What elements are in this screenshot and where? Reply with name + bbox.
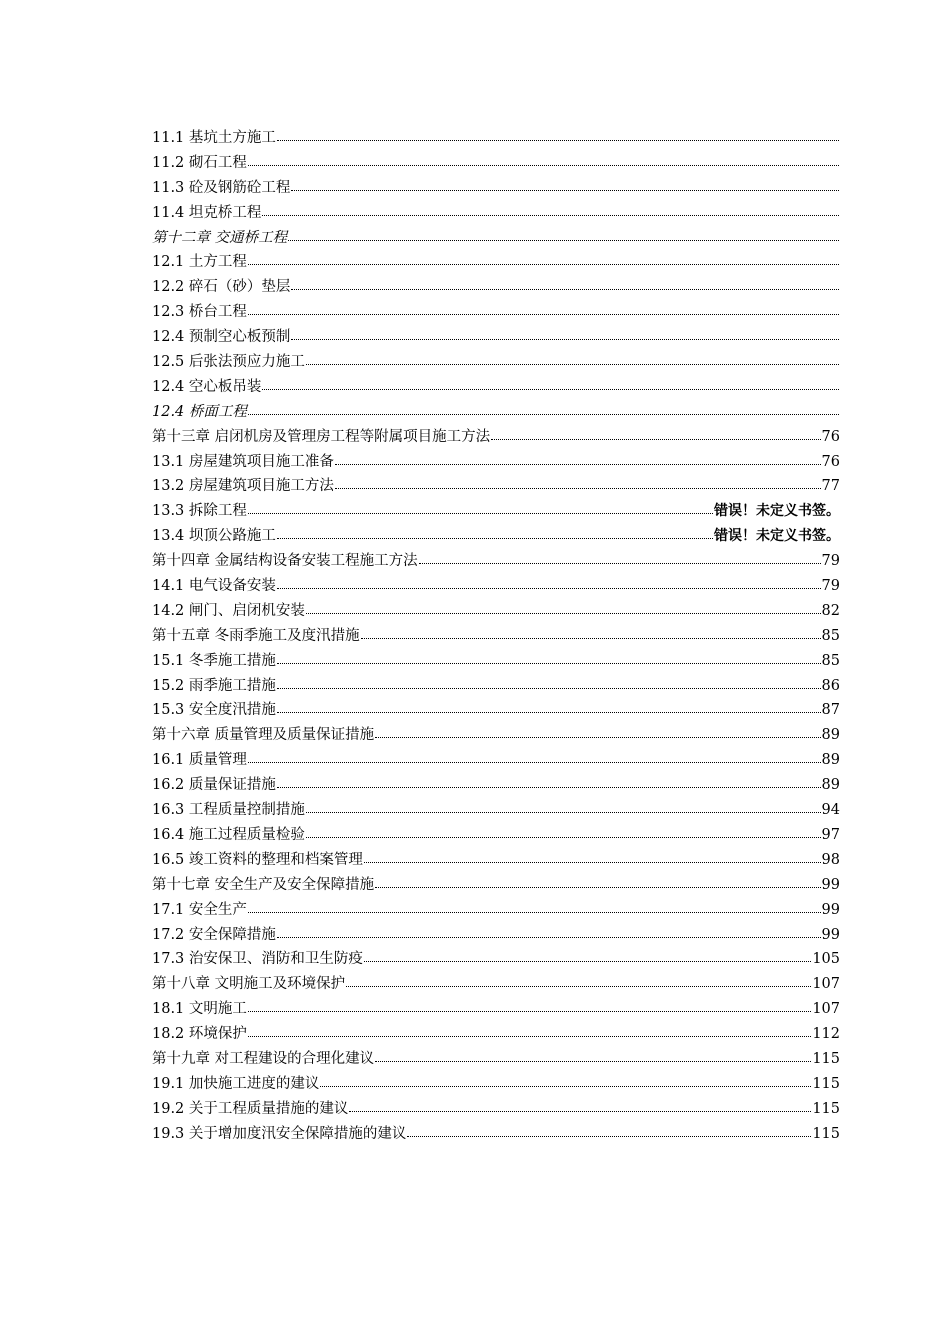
toc-entry-title: 16.3 工程质量控制措施 — [152, 802, 305, 819]
toc-dot-leader — [491, 438, 820, 440]
toc-dot-leader — [248, 164, 839, 166]
toc-dot-leader — [335, 487, 821, 489]
toc-entry[interactable] — [152, 1122, 840, 1147]
toc-dot-leader — [277, 587, 821, 589]
toc-entry-title: 12.4 预制空心板预制 — [152, 329, 291, 346]
toc-entry[interactable] — [152, 624, 840, 649]
toc-entry-page-number: 85 — [821, 627, 840, 644]
toc-entry-page-number: 97 — [821, 826, 840, 843]
toc-entry-page-number: 76 — [821, 453, 840, 470]
toc-dot-leader — [361, 637, 821, 639]
toc-entry-title: 11.3 砼及钢筋砼工程 — [152, 179, 291, 196]
toc-entry-page-number: 105 — [812, 951, 840, 968]
toc-entry[interactable] — [152, 275, 840, 300]
toc-dot-leader — [306, 363, 839, 365]
toc-dot-leader — [277, 139, 839, 141]
toc-entry-page-number: 94 — [821, 802, 840, 819]
toc-entry-page-number: 99 — [821, 901, 840, 918]
toc-entry-page-number: 115 — [812, 1075, 840, 1092]
toc-dot-leader — [419, 562, 821, 564]
toc-entry-title: 11.2 砌石工程 — [152, 154, 247, 171]
toc-dot-leader — [248, 1010, 811, 1012]
toc-entry[interactable] — [152, 947, 840, 972]
toc-dot-leader — [335, 463, 821, 465]
toc-entry[interactable] — [152, 599, 840, 624]
toc-entry-page-number: 89 — [821, 777, 840, 794]
toc-entry[interactable] — [152, 723, 840, 748]
toc-entry-title: 第十六章 质量管理及质量保证措施 — [152, 727, 375, 744]
toc-entry[interactable] — [152, 126, 840, 151]
toc-entry[interactable] — [152, 698, 840, 723]
toc-entry[interactable] — [152, 1047, 840, 1072]
toc-entry[interactable] — [152, 649, 840, 674]
toc-dot-leader — [291, 189, 839, 191]
toc-entry[interactable] — [152, 474, 840, 499]
toc-entry-page-number: 89 — [821, 752, 840, 769]
toc-entry-page-number: 89 — [821, 727, 840, 744]
toc-entry-title: 13.4 坝顶公路施工 — [152, 528, 276, 545]
toc-entry-title: 13.1 房屋建筑项目施工准备 — [152, 453, 334, 470]
toc-entry[interactable] — [152, 748, 840, 773]
toc-dot-leader — [248, 512, 713, 514]
toc-entry-page-number: 99 — [821, 926, 840, 943]
toc-entry-page-number: 98 — [821, 851, 840, 868]
toc-dot-leader — [262, 388, 839, 390]
toc-entry-title: 14.2 闸门、启闭机安装 — [152, 602, 305, 619]
toc-entry[interactable] — [152, 972, 840, 997]
toc-entry-title: 19.2 关于工程质量措施的建议 — [152, 1100, 349, 1117]
toc-entry[interactable] — [152, 1072, 840, 1097]
toc-entry[interactable] — [152, 400, 840, 425]
toc-entry[interactable] — [152, 773, 840, 798]
toc-entry-page-number: 115 — [812, 1100, 840, 1117]
toc-entry-title: 15.1 冬季施工措施 — [152, 652, 276, 669]
toc-dot-leader — [248, 911, 821, 913]
toc-entry-page-number: 79 — [821, 578, 840, 595]
toc-entry-title: 第十九章 对工程建设的合理化建议 — [152, 1050, 375, 1067]
toc-entry-title: 第十八章 文明施工及环境保护 — [152, 976, 346, 993]
toc-entry[interactable] — [152, 997, 840, 1022]
toc-dot-leader — [407, 1135, 811, 1137]
toc-entry-title: 17.2 安全保障措施 — [152, 926, 276, 943]
toc-dot-leader — [277, 537, 713, 539]
toc-dot-leader — [248, 761, 821, 763]
toc-entry[interactable] — [152, 798, 840, 823]
toc-entry[interactable] — [152, 300, 840, 325]
toc-entry[interactable] — [152, 574, 840, 599]
toc-entry[interactable] — [152, 425, 840, 450]
toc-entry-title: 12.5 后张法预应力施工 — [152, 354, 305, 371]
toc-entry[interactable] — [152, 823, 840, 848]
toc-entry-title: 15.2 雨季施工措施 — [152, 677, 276, 694]
toc-entry-page-number: 79 — [821, 553, 840, 570]
table-of-contents — [152, 126, 840, 1147]
toc-entry[interactable] — [152, 674, 840, 699]
toc-dot-leader — [375, 736, 820, 738]
toc-entry-title: 19.1 加快施工进度的建议 — [152, 1075, 320, 1092]
toc-entry[interactable] — [152, 450, 840, 475]
toc-entry-title: 12.1 土方工程 — [152, 254, 247, 271]
toc-dot-leader — [364, 960, 811, 962]
toc-entry-bookmark-error: 错误！未定义书签。 — [714, 503, 840, 520]
toc-dot-leader — [248, 313, 839, 315]
toc-entry[interactable] — [152, 1022, 840, 1047]
toc-entry-page-number: 115 — [812, 1050, 840, 1067]
toc-entry-title: 16.4 施工过程质量检验 — [152, 826, 305, 843]
toc-dot-leader — [306, 836, 821, 838]
toc-dot-leader — [262, 214, 839, 216]
toc-entry-page-number: 87 — [821, 702, 840, 719]
toc-entry-page-number: 85 — [821, 652, 840, 669]
toc-entry-title: 13.3 拆除工程 — [152, 503, 247, 520]
toc-entry-page-number: 99 — [821, 876, 840, 893]
toc-entry[interactable] — [152, 250, 840, 275]
toc-dot-leader — [364, 861, 821, 863]
toc-entry[interactable] — [152, 524, 840, 549]
toc-entry-page-number: 76 — [821, 428, 840, 445]
toc-dot-leader — [375, 886, 820, 888]
toc-entry-title: 第十四章 金属结构设备安装工程施工方法 — [152, 553, 418, 570]
toc-dot-leader — [291, 288, 839, 290]
toc-dot-leader — [277, 687, 821, 689]
toc-entry-title: 17.1 安全生产 — [152, 901, 247, 918]
toc-entry-title: 第十三章 启闭机房及管理房工程等附属项目施工方法 — [152, 428, 491, 445]
toc-entry[interactable] — [152, 151, 840, 176]
toc-entry-title: 13.2 房屋建筑项目施工方法 — [152, 478, 334, 495]
toc-entry[interactable] — [152, 848, 840, 873]
toc-entry-page-number: 115 — [812, 1125, 840, 1142]
toc-entry-page-number: 107 — [812, 976, 840, 993]
toc-entry-title: 第十二章 交通桥工程 — [152, 229, 288, 246]
toc-entry-page-number: 82 — [821, 602, 840, 619]
toc-entry-title: 12.3 桥台工程 — [152, 304, 247, 321]
toc-dot-leader — [306, 811, 821, 813]
toc-entry-title: 11.4 坦克桥工程 — [152, 204, 262, 221]
toc-entry[interactable] — [152, 375, 840, 400]
toc-dot-leader — [288, 239, 839, 241]
toc-entry-title: 19.3 关于增加度汛安全保障措施的建议 — [152, 1125, 407, 1142]
toc-entry[interactable] — [152, 549, 840, 574]
toc-entry[interactable] — [152, 325, 840, 350]
toc-dot-leader — [375, 1060, 811, 1062]
toc-entry-title: 16.1 质量管理 — [152, 752, 247, 769]
toc-entry-page-number: 112 — [812, 1026, 840, 1043]
toc-entry-title: 第十五章 冬雨季施工及度汛措施 — [152, 627, 360, 644]
toc-dot-leader — [277, 662, 821, 664]
toc-dot-leader — [248, 1035, 811, 1037]
toc-dot-leader — [277, 786, 821, 788]
toc-dot-leader — [248, 413, 839, 415]
toc-entry[interactable] — [152, 499, 840, 524]
toc-entry-page-number: 86 — [821, 677, 840, 694]
toc-entry-bookmark-error: 错误！未定义书签。 — [714, 528, 840, 545]
toc-dot-leader — [306, 612, 821, 614]
toc-entry-title: 17.3 治安保卫、消防和卫生防疫 — [152, 951, 363, 968]
toc-entry-title: 11.1 基坑土方施工 — [152, 130, 276, 146]
toc-entry[interactable] — [152, 923, 840, 948]
toc-dot-leader — [320, 1085, 811, 1087]
toc-entry[interactable] — [152, 350, 840, 375]
toc-entry[interactable] — [152, 898, 840, 923]
toc-entry[interactable] — [152, 873, 840, 898]
toc-dot-leader — [346, 985, 811, 987]
toc-entry-page-number: 77 — [821, 478, 840, 495]
toc-entry[interactable] — [152, 1097, 840, 1122]
toc-dot-leader — [291, 338, 839, 340]
toc-entry-title: 18.1 文明施工 — [152, 1001, 247, 1018]
toc-dot-leader — [248, 263, 839, 265]
toc-entry[interactable] — [152, 176, 840, 201]
toc-entry-title: 14.1 电气设备安装 — [152, 578, 276, 595]
toc-entry-title: 12.4 桥面工程 — [152, 403, 247, 420]
toc-entry-title: 16.2 质量保证措施 — [152, 777, 276, 794]
toc-dot-leader — [277, 936, 821, 938]
toc-entry[interactable] — [152, 226, 840, 251]
toc-entry-title: 第十七章 安全生产及安全保障措施 — [152, 876, 375, 893]
toc-entry[interactable] — [152, 201, 840, 226]
toc-entry-title: 16.5 竣工资料的整理和档案管理 — [152, 851, 363, 868]
toc-dot-leader — [277, 711, 821, 713]
toc-entry-title: 12.4 空心板吊装 — [152, 378, 262, 395]
toc-entry-page-number: 107 — [812, 1001, 840, 1018]
toc-entry-title: 18.2 环境保护 — [152, 1026, 247, 1043]
toc-dot-leader — [349, 1110, 811, 1112]
toc-entry-title: 15.3 安全度汛措施 — [152, 702, 276, 719]
toc-entry-title: 12.2 碎石（砂）垫层 — [152, 279, 291, 296]
